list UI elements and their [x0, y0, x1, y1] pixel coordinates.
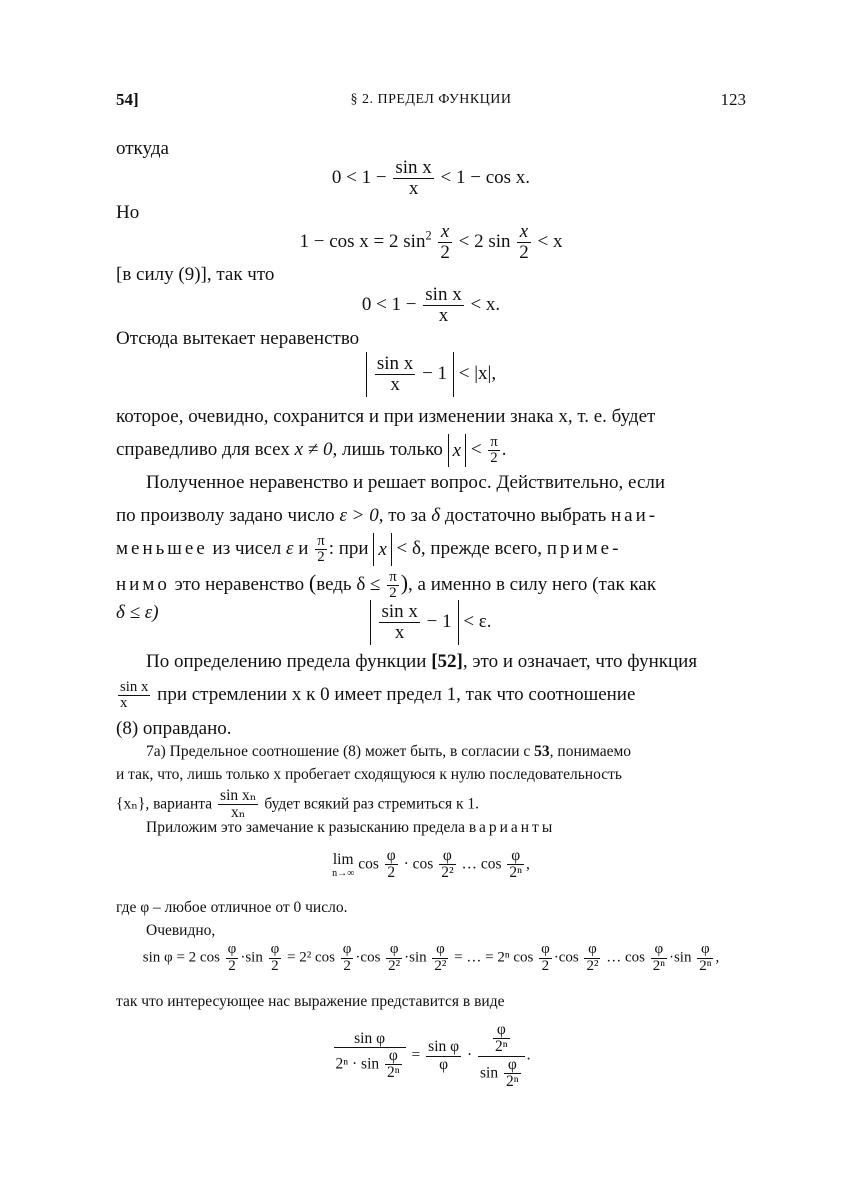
text-otsyuda: Отсюда вытекает неравенство [116, 328, 360, 349]
remark-7a: 7а) Предельное соотношение (8) может быть, в согласии с 53, понимаемо и так, что, лишь только x пробегает сходящуюся к нулю последовательность {xₙ}, варианта $\frac{\text{sin xₙ}}{\text{xₙ}}$ будет всякий раз стремиться к 1. [116, 743, 632, 822]
remark-tak-chto: так что интересующее нас выражение представится в виде [116, 993, 505, 1010]
remark-apply: Приложим это замечание к разысканию предела варианты [146, 819, 556, 836]
equation-final: sin φ 2ⁿ · sin $\frac{\varphi}{\text{2ⁿ}}$ = $\frac{\text{sin φ}}{\varphi}$ · $\frac{\varphi}{\text{2ⁿ}}$ sin $\frac{\varphi}{\text{2ⁿ}}$ . [335, 1021, 531, 1090]
equation-sin-expansion: sin φ = 2 cos $\frac{\varphi}{2}$ ·sin $\frac{\varphi}{2}$ = 2² cos $\frac{\varphi}{2}$ ·cos $\frac{\varphi}{\text{2²}}$ ·sin $\frac{\varphi}{\text{2²}}$ = … = 2ⁿ cos $\frac{\varphi}{2}$ ·cos $\frac{\varphi}{\text{2²}}$ … cos $\frac{\varphi}{\text{2ⁿ}}$ ·sin $\frac{\varphi}{\text{2ⁿ}}$ , [142, 941, 720, 974]
paragraph-main: Полученное неравенство и решает вопрос. Действительно, если по произволу задано число ε > 0, то за δ достаточно выбрать наи- меньшее из чисел ε и $\frac{\pi}{2}$ : при x < δ, прежде всего, приме- нимо это неравенство (ведь δ ≤ $\frac{\pi}{2}$ ), а именно в силу него (так как δ ≤ ε) [116, 472, 666, 623]
running-head [116, 90, 746, 114]
paragraph-conclusion: По определению предела функции [52], это и означает, что функция $\frac{\text{sin x}}{x}$ при стремлении x к 0 имеет предел 1, так что соотношение (8) оправдано. [116, 651, 698, 739]
equation-5: $\frac{\text{sin x}}{x}$ − 1 < ε. [116, 600, 746, 645]
section-number: 54] [116, 90, 139, 109]
paragraph-kotoroe: которое, очевидно, сохранится и при изменении знака x, т. е. будет справедливо для всех x ≠ 0, лишь только x < $\frac{\pi}{2}$ . [116, 406, 656, 467]
equation-1: 0 < 1 − $\frac{\text{sin x}}{x}$ < 1 − cos x. [331, 157, 531, 199]
text-otkuda: откуда [116, 138, 169, 159]
equation-4: $\frac{\text{sin x}}{x}$ − 1 < |x|, [116, 352, 746, 397]
page-number: 123 [720, 90, 746, 109]
equation-limit-product: lim n→∞ cos $\frac{\varphi}{2}$ · cos $\frac{\varphi}{\text{2²}}$ … cos $\frac{\varphi}{\text{2ⁿ}}$ , [332, 847, 530, 882]
remark-gde: где φ – любое отличное от 0 число. Очевидно, [116, 899, 348, 939]
text-no: Но [116, 202, 140, 223]
equation-2: 1 − cos x = 2 $\sin^2$ $\frac{x}{2}$ < 2 sin $\frac{x}{2}$ < x [299, 221, 563, 263]
text-v-silu: [в силу (9)], так что [116, 264, 275, 285]
chapter-title: § 2. ПРЕДЕЛ ФУНКЦИИ [350, 92, 512, 107]
equation-3: 0 < 1 − $\frac{\text{sin x}}{x}$ < x. [361, 284, 501, 326]
